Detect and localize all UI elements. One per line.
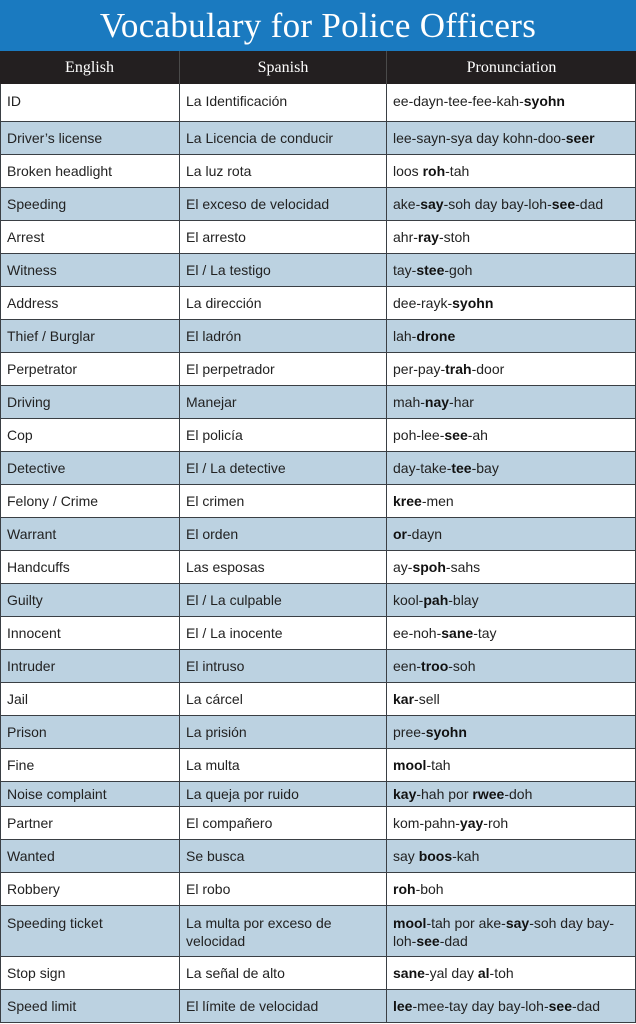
stressed-syllable: say bbox=[420, 196, 444, 212]
header-spanish: Spanish bbox=[180, 51, 387, 84]
syllable: lah- bbox=[393, 328, 417, 344]
english-term: Innocent bbox=[0, 617, 180, 649]
stressed-syllable: sane bbox=[441, 625, 474, 641]
pronunciation-text bbox=[393, 880, 444, 898]
pronunciation-text bbox=[393, 426, 488, 444]
syllable: mah- bbox=[393, 394, 425, 410]
stressed-syllable: see bbox=[444, 427, 468, 443]
spanish-term: La cárcel bbox=[180, 683, 387, 715]
table-row bbox=[0, 551, 636, 584]
english-term: Guilty bbox=[0, 584, 180, 616]
syllable: -dayn bbox=[407, 526, 443, 542]
table-row bbox=[0, 485, 636, 518]
pronunciation bbox=[387, 584, 636, 616]
table-row bbox=[0, 155, 636, 188]
english-term: Thief / Burglar bbox=[0, 320, 180, 352]
pronunciation bbox=[387, 254, 636, 286]
english-term: Driving bbox=[0, 386, 180, 418]
spanish-term: La multa por exceso de velocidad bbox=[180, 906, 387, 956]
syllable: -blay bbox=[448, 592, 479, 608]
pronunciation bbox=[387, 221, 636, 253]
table-row bbox=[0, 584, 636, 617]
pronunciation-text bbox=[393, 492, 454, 510]
table-header-row bbox=[0, 51, 636, 84]
syllable: say bbox=[393, 848, 419, 864]
english-term: Speeding ticket bbox=[0, 906, 180, 956]
syllable: -tah por ake- bbox=[426, 915, 506, 931]
table-body bbox=[0, 84, 636, 1023]
syllable: -yal day bbox=[424, 965, 478, 981]
table-row bbox=[0, 254, 636, 287]
spanish-term: Las esposas bbox=[180, 551, 387, 583]
vocabulary-table bbox=[0, 51, 636, 1023]
pronunciation-text bbox=[393, 327, 455, 345]
pronunciation bbox=[387, 551, 636, 583]
pronunciation-text bbox=[393, 997, 600, 1015]
syllable: -stoh bbox=[438, 229, 471, 245]
stressed-syllable: boos bbox=[418, 848, 453, 864]
english-term: Partner bbox=[0, 807, 180, 839]
table-row bbox=[0, 452, 636, 485]
stressed-syllable: trah bbox=[445, 361, 472, 377]
stressed-syllable: tee bbox=[451, 460, 472, 476]
pronunciation bbox=[387, 353, 636, 385]
syllable: ee-dayn-tee-fee-kah- bbox=[393, 93, 524, 109]
pronunciation bbox=[387, 617, 636, 649]
syllable: ee-noh- bbox=[393, 625, 442, 641]
table-row bbox=[0, 840, 636, 873]
stressed-syllable: yay bbox=[459, 815, 484, 831]
pronunciation bbox=[387, 957, 636, 989]
pronunciation bbox=[387, 990, 636, 1022]
syllable: -dad bbox=[439, 933, 468, 949]
spanish-term: El policía bbox=[180, 419, 387, 451]
spanish-term: El / La testigo bbox=[180, 254, 387, 286]
spanish-term: El / La detective bbox=[180, 452, 387, 484]
syllable: -bay bbox=[471, 460, 499, 476]
pronunciation bbox=[387, 188, 636, 220]
spanish-term: La dirección bbox=[180, 287, 387, 319]
pronunciation bbox=[387, 782, 636, 806]
stressed-syllable: kree bbox=[393, 493, 422, 509]
english-term: Perpetrator bbox=[0, 353, 180, 385]
english-term: Wanted bbox=[0, 840, 180, 872]
pronunciation bbox=[387, 906, 636, 956]
english-term: Speeding bbox=[0, 188, 180, 220]
syllable: -kah bbox=[452, 848, 480, 864]
stressed-syllable: mool bbox=[393, 915, 427, 931]
english-term: Jail bbox=[0, 683, 180, 715]
table-row bbox=[0, 518, 636, 551]
pronunciation-text bbox=[393, 785, 532, 803]
stressed-syllable: spoh bbox=[412, 559, 446, 575]
english-term: Arrest bbox=[0, 221, 180, 253]
spanish-term: El arresto bbox=[180, 221, 387, 253]
syllable: -sahs bbox=[445, 559, 481, 575]
stressed-syllable: mool bbox=[393, 757, 427, 773]
pronunciation bbox=[387, 485, 636, 517]
syllable: per-pay- bbox=[393, 361, 446, 377]
pronunciation-text bbox=[393, 228, 470, 246]
pronunciation bbox=[387, 320, 636, 352]
pronunciation-text bbox=[393, 814, 508, 832]
spanish-term: Se busca bbox=[180, 840, 387, 872]
english-term: Cop bbox=[0, 419, 180, 451]
spanish-term: El exceso de velocidad bbox=[180, 188, 387, 220]
syllable: kool- bbox=[393, 592, 424, 608]
pronunciation bbox=[387, 749, 636, 781]
pronunciation-text bbox=[393, 914, 629, 950]
stressed-syllable: see bbox=[416, 933, 440, 949]
spanish-term: El intruso bbox=[180, 650, 387, 682]
syllable: pree- bbox=[393, 724, 426, 740]
stressed-syllable: see bbox=[548, 998, 572, 1014]
stressed-syllable: syohn bbox=[523, 93, 565, 109]
spanish-term: Manejar bbox=[180, 386, 387, 418]
english-term: Prison bbox=[0, 716, 180, 748]
table-row bbox=[0, 287, 636, 320]
syllable: -door bbox=[471, 361, 505, 377]
english-term: ID bbox=[0, 84, 180, 121]
table-row bbox=[0, 957, 636, 990]
pronunciation bbox=[387, 683, 636, 715]
table-row bbox=[0, 683, 636, 716]
spanish-term: La queja por ruido bbox=[180, 782, 387, 806]
pronunciation bbox=[387, 518, 636, 550]
syllable: -roh bbox=[483, 815, 509, 831]
english-term: Speed limit bbox=[0, 990, 180, 1022]
syllable: ay- bbox=[393, 559, 413, 575]
syllable: -dad bbox=[575, 196, 604, 212]
syllable: ake- bbox=[393, 196, 421, 212]
stressed-syllable: roh bbox=[422, 163, 446, 179]
stressed-syllable: sane bbox=[393, 965, 425, 981]
syllable: loos bbox=[393, 163, 423, 179]
table-row bbox=[0, 749, 636, 782]
pronunciation bbox=[387, 287, 636, 319]
table-row bbox=[0, 617, 636, 650]
stressed-syllable: ray bbox=[417, 229, 439, 245]
stressed-syllable: al bbox=[477, 965, 490, 981]
pronunciation-text bbox=[393, 393, 474, 411]
english-term: Witness bbox=[0, 254, 180, 286]
english-term: Intruder bbox=[0, 650, 180, 682]
spanish-term: El límite de velocidad bbox=[180, 990, 387, 1022]
english-term: Address bbox=[0, 287, 180, 319]
pronunciation bbox=[387, 155, 636, 187]
table-row bbox=[0, 386, 636, 419]
stressed-syllable: rwee bbox=[472, 786, 505, 802]
syllable: -dad bbox=[572, 998, 601, 1014]
table-row bbox=[0, 84, 636, 122]
pronunciation-text bbox=[393, 129, 595, 147]
table-row bbox=[0, 320, 636, 353]
table-row bbox=[0, 650, 636, 683]
pronunciation-text bbox=[393, 162, 469, 180]
pronunciation-text bbox=[393, 756, 451, 774]
pronunciation-text bbox=[393, 261, 472, 279]
stressed-syllable: pah bbox=[423, 592, 449, 608]
syllable: -mee-tay day bay-loh- bbox=[412, 998, 549, 1014]
header-pronunciation: Pronunciation bbox=[466, 58, 557, 76]
pronunciation-text bbox=[393, 525, 442, 543]
english-term: Noise complaint bbox=[0, 782, 180, 806]
syllable: dee-rayk- bbox=[393, 295, 453, 311]
syllable: -hah por bbox=[416, 786, 473, 802]
table-row bbox=[0, 353, 636, 386]
pronunciation-text bbox=[393, 723, 467, 741]
spanish-term: La luz rota bbox=[180, 155, 387, 187]
pronunciation bbox=[387, 650, 636, 682]
syllable: -doh bbox=[504, 786, 533, 802]
spanish-term: El compañero bbox=[180, 807, 387, 839]
stressed-syllable: see bbox=[551, 196, 576, 212]
table-row bbox=[0, 716, 636, 749]
stressed-syllable: syohn bbox=[452, 295, 494, 311]
syllable: -tah bbox=[426, 757, 451, 773]
spanish-term: La multa bbox=[180, 749, 387, 781]
stressed-syllable: or bbox=[393, 526, 407, 542]
english-term: Broken headlight bbox=[0, 155, 180, 187]
english-term: Detective bbox=[0, 452, 180, 484]
table-row bbox=[0, 807, 636, 840]
syllable: -ah bbox=[467, 427, 488, 443]
pronunciation bbox=[387, 716, 636, 748]
syllable: -sell bbox=[414, 691, 440, 707]
pronunciation bbox=[387, 452, 636, 484]
pronunciation bbox=[387, 122, 636, 154]
spanish-term: La señal de alto bbox=[180, 957, 387, 989]
stressed-syllable: drone bbox=[416, 328, 456, 344]
table-row bbox=[0, 990, 636, 1023]
pronunciation-text bbox=[393, 847, 479, 865]
title-banner bbox=[0, 0, 636, 51]
syllable: ahr- bbox=[393, 229, 418, 245]
pronunciation bbox=[387, 840, 636, 872]
pronunciation-text bbox=[393, 964, 514, 982]
spanish-term: El crimen bbox=[180, 485, 387, 517]
header-english: English bbox=[0, 51, 180, 84]
table-row bbox=[0, 419, 636, 452]
table-row bbox=[0, 122, 636, 155]
spanish-term: El orden bbox=[180, 518, 387, 550]
english-term: Handcuffs bbox=[0, 551, 180, 583]
pronunciation-text bbox=[393, 459, 499, 477]
english-term: Robbery bbox=[0, 873, 180, 905]
syllable: -boh bbox=[415, 881, 444, 897]
pronunciation-text bbox=[393, 92, 565, 110]
english-term: Fine bbox=[0, 749, 180, 781]
pronunciation-text bbox=[393, 294, 493, 312]
stressed-syllable: nay bbox=[424, 394, 450, 410]
pronunciation-text bbox=[393, 624, 497, 642]
stressed-syllable: lee bbox=[393, 998, 413, 1014]
pronunciation bbox=[387, 84, 636, 121]
syllable: lee-sayn-sya day kohn-doo- bbox=[393, 130, 566, 146]
syllable: kom-pahn- bbox=[393, 815, 460, 831]
spanish-term: El / La culpable bbox=[180, 584, 387, 616]
pronunciation bbox=[387, 386, 636, 418]
page-title: Vocabulary for Police Officers bbox=[99, 5, 537, 45]
spanish-term: El robo bbox=[180, 873, 387, 905]
spanish-term: El ladrón bbox=[180, 320, 387, 352]
spanish-term: La Identificación bbox=[180, 84, 387, 121]
stressed-syllable: roh bbox=[393, 881, 416, 897]
syllable: -toh bbox=[489, 965, 514, 981]
english-term: Felony / Crime bbox=[0, 485, 180, 517]
syllable: -soh day bay-loh- bbox=[393, 915, 615, 949]
syllable: -soh bbox=[448, 658, 476, 674]
syllable: een- bbox=[393, 658, 422, 674]
pronunciation-text bbox=[393, 690, 440, 708]
stressed-syllable: say bbox=[505, 915, 530, 931]
pronunciation-text bbox=[393, 195, 603, 213]
english-term: Driver’s license bbox=[0, 122, 180, 154]
table-row bbox=[0, 782, 636, 807]
syllable: -soh day bay-loh- bbox=[443, 196, 552, 212]
syllable: -tah bbox=[445, 163, 470, 179]
table-row bbox=[0, 221, 636, 254]
stressed-syllable: stee bbox=[416, 262, 445, 278]
pronunciation-text bbox=[393, 360, 504, 378]
stressed-syllable: troo bbox=[421, 658, 449, 674]
syllable: poh-lee- bbox=[393, 427, 445, 443]
english-term: Stop sign bbox=[0, 957, 180, 989]
table-row bbox=[0, 906, 636, 957]
syllable: -har bbox=[449, 394, 474, 410]
pronunciation-text bbox=[393, 558, 480, 576]
stressed-syllable: kar bbox=[393, 691, 415, 707]
syllable: -goh bbox=[444, 262, 473, 278]
stressed-syllable: syohn bbox=[425, 724, 467, 740]
stressed-syllable: seer bbox=[565, 130, 595, 146]
pronunciation-text bbox=[393, 591, 479, 609]
pronunciation-text bbox=[393, 657, 475, 675]
syllable: -tay bbox=[473, 625, 497, 641]
syllable: tay- bbox=[393, 262, 417, 278]
pronunciation bbox=[387, 873, 636, 905]
spanish-term: La Licencia de conducir bbox=[180, 122, 387, 154]
pronunciation bbox=[387, 807, 636, 839]
stressed-syllable: kay bbox=[393, 786, 417, 802]
table-row bbox=[0, 188, 636, 221]
syllable: -men bbox=[421, 493, 454, 509]
spanish-term: El perpetrador bbox=[180, 353, 387, 385]
pronunciation bbox=[387, 419, 636, 451]
table-row bbox=[0, 873, 636, 906]
spanish-term: El / La inocente bbox=[180, 617, 387, 649]
spanish-term: La prisión bbox=[180, 716, 387, 748]
syllable: day-take- bbox=[393, 460, 452, 476]
english-term: Warrant bbox=[0, 518, 180, 550]
